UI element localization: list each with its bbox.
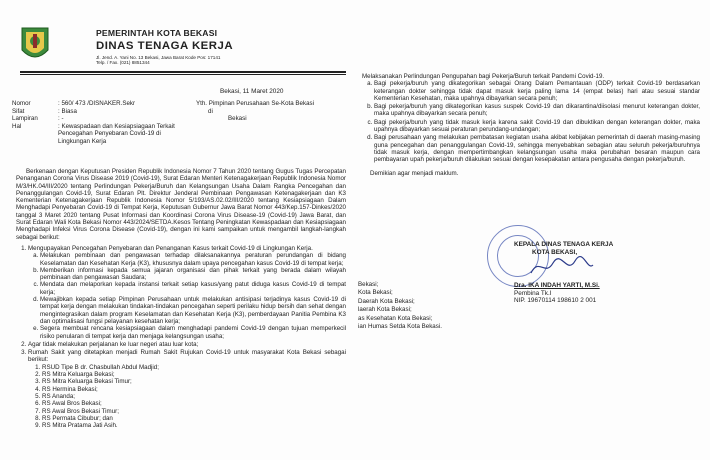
main-item-3 <box>28 349 346 429</box>
hospital-item: 1. RSUD Tipe B dr. Chasbullah Abdul Madjid; <box>42 364 346 371</box>
signature-city: KOTA BEKASI, <box>532 248 578 256</box>
signature-title: KEPALA DINAS TENAGA KERJA <box>514 241 614 248</box>
kota-bekasi-emblem-icon <box>20 26 50 64</box>
addressee-line2: di <box>208 107 213 115</box>
letterhead-government: PEMERINTAH KOTA BEKASI <box>96 28 218 38</box>
hospital-item: 2. RS Mitra Keluarga Bekasi; <box>42 371 346 378</box>
hospital-item: 4. RS Hermina Bekasi; <box>42 386 346 393</box>
meta-value-sifat: : Biasa <box>58 107 77 115</box>
cc-item: Bekasi; <box>358 281 379 288</box>
meta-value-hal: : Kewaspadaan dan Kesiapsiagaan Terkait Pencegahan Penyebaran Covid-19 di Lingkungan Kerja <box>58 122 175 145</box>
item1-sub-e: e. Segera membuat rencana kesiapsiagaan dalam menghadapi pandemi Covid-19 dengan tujuan memperkecil risiko penularan di tempat kerja dan menjaga kelangsungan usaha; <box>40 325 346 340</box>
wage-item-a: a. Bagi pekerja/buruh yang dikategorikan sebagai Orang Dalam Pemantauan (ODP) terkait Covid-19 berdasarkan keterangan dokter sehingga tidak dapat masuk kerja paling lama 14 (empat belas) hari atau sesuai standar Kementerian Kesehatan, maka upahnya dibayarkan secara penuh; <box>374 80 700 102</box>
meta-key-nomor: Nomor <box>12 100 31 107</box>
hospital-list <box>28 364 346 430</box>
item1-sub-c: c. Mendata dan melaporkan kepada instansi terkait setiap kasus/yang patut diduga kasus Covid-19 di tempat kerja; <box>40 281 346 296</box>
main-item-1-text: Mengupayakan Pencegahan Penyebaran dan Penanganan Kasus terkait Covid-19 di Lingkungan Kerja. <box>28 244 313 252</box>
main-item-2: 2. Agar tidak melakukan perjalanan ke luar negeri atau luar kota; <box>28 341 346 348</box>
addressee-line1: Yth. Pimpinan Perusahaan Se-Kota Bekasi <box>196 100 314 107</box>
letterhead-divider-thin <box>20 74 346 75</box>
cc-item: laerah Kota Bekasi; <box>358 306 412 314</box>
hospital-item: 3. RS Mitra Keluarga Bekasi Timur; <box>42 378 346 385</box>
addressee-line3: Bekasi <box>228 115 247 123</box>
letterhead <box>12 22 350 430</box>
cc-item: ian Humas Setda Kota Bekasi. <box>358 323 442 331</box>
hospital-item: 5. RS Ananda; <box>42 393 346 400</box>
item1-sublist <box>28 252 346 340</box>
meta-value-lampiran: : - <box>58 115 64 123</box>
signatory-rank: Pembina Tk.I <box>514 289 552 297</box>
signatory-name: Dra. IKA INDAH YARTI, M.Si. <box>514 282 600 290</box>
page2-body <box>362 73 700 177</box>
cc-item: Kota Bekasi; <box>358 289 393 297</box>
intro-paragraph: Berkenaan dengan Keputusan Presiden Republik Indonesia Nomor 7 Tahun 2020 tentang Gugus Tugas Percepatan Penanganan Corona Virus Disease 2019 (Covid-19), Surat Edaran Menteri Ketenagakerjaan Republik Indonesia Nomor M/3/HK.04/III/2020 tentang Perlindungan Pekerja/Buruh dan Kelangsungan Usaha Dalam Rangka Pencegahan dan Penanggulangan Covid-19, Surat Edaran Plt. Direktur Jenderal Pembinaan Pengawasan Ketenagakerjaan dan K3 Kementerian Ketenagakerjaan Republik Indonesia Nomor 5/193/AS.02.02/III/2020 tentang Kesiapsiagaan Dalam Menghadapi Penyebaran Covid-19 di Tempat Kerja, Keputusan Gubernur Jawa Barat Nomor 443/Kep.157-Dinkes/2020 tanggal 3 Maret 2020 tentang Pusat Informasi dan Koordinasi Corona Virus Disease-19 (Covid-19) Jawa Barat, dan Surat Edaran Wali Kota Bekasi Nomor 443/2024/SETDA.Kesos Tentang Peningkatan Kewaspadaan dan Kesiapsiagaan Menghadapi Infeksi Virus Corona Disease (Covid-19), dengan ini kami sampaikan untuk mengambil langkah-langkah sebagai berikut: <box>16 168 346 241</box>
item1-sub-a: a. Melakukan pembinaan dan pengawasan terhadap dilaksanakannya peraturan perundangan di bidang Keselamatan dan Kesehatan Kerja (K3), khususnya dalam upaya pencegahan kasus Covid-19 di tempat kerja; <box>40 252 346 267</box>
meta-key-sifat: Sifat <box>12 107 25 115</box>
wage-item-b: b. Bagi pekerja/buruh yang dikategorikan kasus suspek Covid-19 dan dikarantina/diisolasi menurut keterangan dokter, maka upahnya dibayarkan secara penuh; <box>374 103 700 118</box>
cc-item: as Kesehatan Kota Bekasi; <box>358 314 433 322</box>
addressee <box>196 100 346 123</box>
letterhead-address: Jl. Jend. A. Yani No. 13 Bekasi, Jawa Barat Kode Pos: 17141 <box>96 55 221 60</box>
letterhead-agency: DINAS TENAGA KERJA <box>96 40 234 52</box>
signatory-nip: NIP. 19670114 198610 2 001 <box>514 297 597 305</box>
main-list <box>16 245 346 429</box>
item1-sub-b: b. Memberikan informasi kepada semua jajaran organisasi dan pihak terkait yang berada dalam wilayah pembinaan dan pengawasan Saudara; <box>40 267 346 282</box>
hospital-item: 6. RS Awal Bros Bekasi; <box>42 400 346 407</box>
item1-sub-d: d. Mewajibkan kepada setiap Pimpinan Perusahaan untuk melakukan antisipasi terjadinya kasus Covid-19 di tempat kerja dengan melakukan tindakan-tindakan pencegahan seperti perilaku hidup bersih dan sehat dengan mengintegrasikan dalam program Keselamatan dan Kesehatan Kerja (K3), pemberdayaan Panitia Pembina K3 dan optimalisasi fungsi pelayanan kesehatan kerja; <box>40 296 346 325</box>
cc-item: Daerah Kota Bekasi; <box>358 297 415 305</box>
closing-sentence: Demikian agar menjadi maklum. <box>370 169 459 177</box>
letter-body <box>16 168 346 430</box>
carbon-copy-list <box>358 281 558 331</box>
hospital-item: 9. RS Mitra Pratama Jati Asih. <box>42 422 346 429</box>
main-item-1 <box>28 245 346 340</box>
wage-protection-list <box>362 80 700 163</box>
page2-intro: Melaksanakan Perlindungan Pengupahan bagi Pekerja/Buruh terkait Pandemi Covid-19. <box>362 73 605 80</box>
letterhead-phone: Telp. / Fax. (021) 8851344 <box>96 60 150 65</box>
meta-key-lampiran: Lampiran <box>12 115 38 123</box>
wage-item-d: d. Bagi perusahaan yang melakukan pembatasan kegiatan usaha akibat kebijakan pemerintah di daerah masing-masing guna pencegahan dan penanggulangan Covid-19, sehingga menyebabkan sebagian atau seluruh pekerja/buruhnya tidak masuk kerja, dengan mempertimbangkan kelangsungan usaha maka perubahan besaran maupun cara pembayaran upah pekerja/buruh dilakukan sesuai dengan kesepakatan antara pengusaha dengan pekerja/buruh. <box>374 134 700 163</box>
letter-date: Bekasi, 11 Maret 2020 <box>220 88 284 95</box>
hospital-item: 7. RS Awal Bros Bekasi Timur; <box>42 408 346 415</box>
meta-key-hal: Hal <box>12 122 22 130</box>
main-item-3-text: Rumah Sakit yang ditetapkan menjadi Rumah Sakit Rujukan Covid-19 untuk masyarakat Kota Bekasi sebagai berikut: <box>28 349 346 364</box>
meta-value-nomor: : 560/ 473 /DISNAKER.Sekr <box>58 100 136 107</box>
hospital-item: 8. RS Permata Cibubur; dan <box>42 415 346 422</box>
wage-item-c: c. Bagi pekerja/buruh yang tidak masuk kerja karena sakit Covid-19 dan dibuktikan dengan keterangan dokter, maka upahnya dibayarkan sesuai peraturan perundang-undangan; <box>374 119 700 134</box>
letterhead-divider <box>20 71 346 73</box>
